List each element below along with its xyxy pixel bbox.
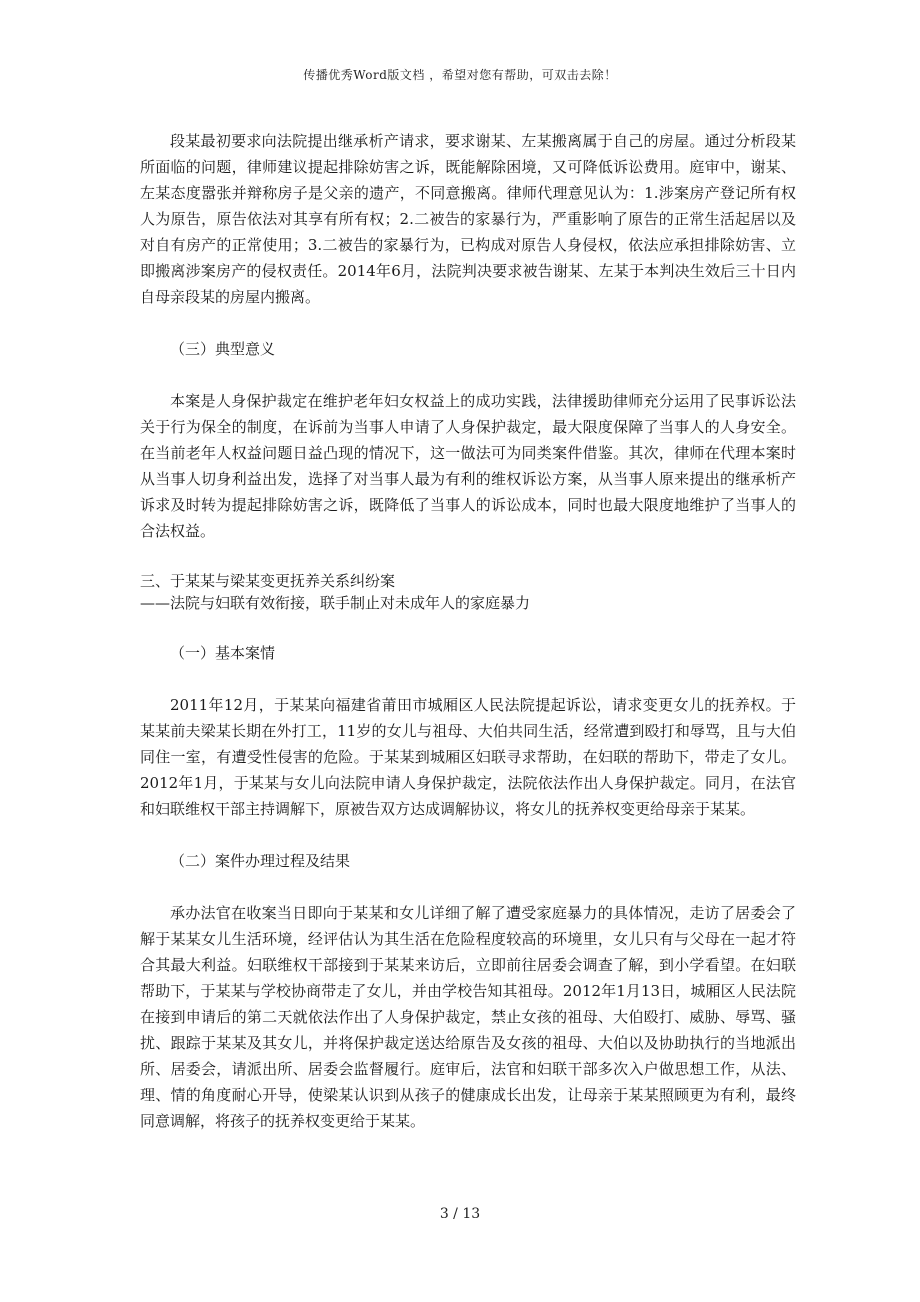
page-number: 3 / 13 — [439, 1206, 481, 1222]
header-note: 传播优秀Word版文档 ，希望对您有帮助，可双击去除！ — [303, 68, 617, 82]
heading-typical-significance: （三）典型意义 — [170, 340, 276, 358]
document-body — [140, 128, 796, 1134]
paragraph-case-process: 承办法官在收案当日即向于某某和女儿详细了解了遭受家庭暴力的具体情况，走访了居委会了解于某某女儿生活环境，经评估认为其生活在危险程度较高的环境里，女儿只有与父母在一起才符合其最大利益。妇联维权干部接到于某某来访后，立即前往居委会调查了解，到小学看望。在妇联帮助下，于某某与学校协商带走了女儿，并由学校告知其祖母。2012年1月13日，城厢区人民法院在接到申请后的第二天就依法作出了人身保护裁定，禁止女孩的祖母、大伯殴打、威胁、辱骂、骚扰、跟踪于某某及其女儿，并将保护裁定送达给原告及女孩的祖母、大伯以及协助执行的当地派出所、居委会，请派出所、居委会监督履行。庭审后，法官和妇联干部多次入户做思想工作，从法、理、情的角度耐心开导，使梁某认识到从孩子的健康成长出发，让母亲于某某照顾更为有利，最终同意调解，将孩子的抚养权变更给于某某。 — [140, 904, 796, 1130]
case3-title: 三、于某某与梁某变更抚养关系纠纷案 — [140, 572, 396, 590]
case3-subtitle: ——法院与妇联有效衔接，联手制止对未成年人的家庭暴力 — [140, 594, 531, 612]
heading-basic-facts: （一）基本案情 — [170, 644, 276, 662]
paragraph-case2-process: 段某最初要求向法院提出继承析产请求，要求谢某、左某搬离属于自己的房屋。通过分析段某所面临的问题，律师建议提起排除妨害之诉，既能解除困境，又可降低诉讼费用。庭审中，谢某、左某态度嚣张并辩称房子是父亲的遗产，不同意搬离。律师代理意见认为：1.涉案房产登记所有权人为原告，原告依法对其享有所有权；2.二被告的家暴行为，严重影响了原告的正常生活起居以及对自有房产的正常使用；3.二被告的家暴行为，已构成对原告人身侵权，依法应承担排除妨害、立即搬离涉案房产的侵权责任。2014年6月，法院判决要求被告谢某、左某于本判决生效后三十日内自母亲段某的房屋内搬离。 — [140, 132, 796, 306]
paragraph-typical-significance: 本案是人身保护裁定在维护老年妇女权益上的成功实践，法律援助律师充分运用了民事诉讼法关于行为保全的制度，在诉前为当事人申请了人身保护裁定，最大限度保障了当事人的人身安全。在当前老年人权益问题日益凸现的情况下，这一做法可为同类案件借鉴。其次，律师在代理本案时从当事人切身利益出发，选择了对当事人最为有利的维权诉讼方案，从当事人原来提出的继承析产诉求及时转为提起排除妨害之诉，既降低了当事人的诉讼成本，同时也最大限度地维护了当事人的合法权益。 — [140, 392, 796, 540]
heading-case-process: （二）案件办理过程及结果 — [170, 852, 351, 870]
paragraph-basic-facts: 2011年12月，于某某向福建省莆田市城厢区人民法院提起诉讼，请求变更女儿的抚养权。于某某前夫梁某长期在外打工，11岁的女儿与祖母、大伯共同生活，经常遭到殴打和辱骂，且与大伯同住一室，有遭受性侵害的危险。于某某到城厢区妇联寻求帮助，在妇联的帮助下，带走了女儿。2012年1月，于某某与女儿向法院申请人身保护裁定，法院依法作出人身保护裁定。同月，在法官和妇联维权干部主持调解下，原被告双方达成调解协议，将女儿的抚养权变更给母亲于某某。 — [140, 696, 796, 818]
